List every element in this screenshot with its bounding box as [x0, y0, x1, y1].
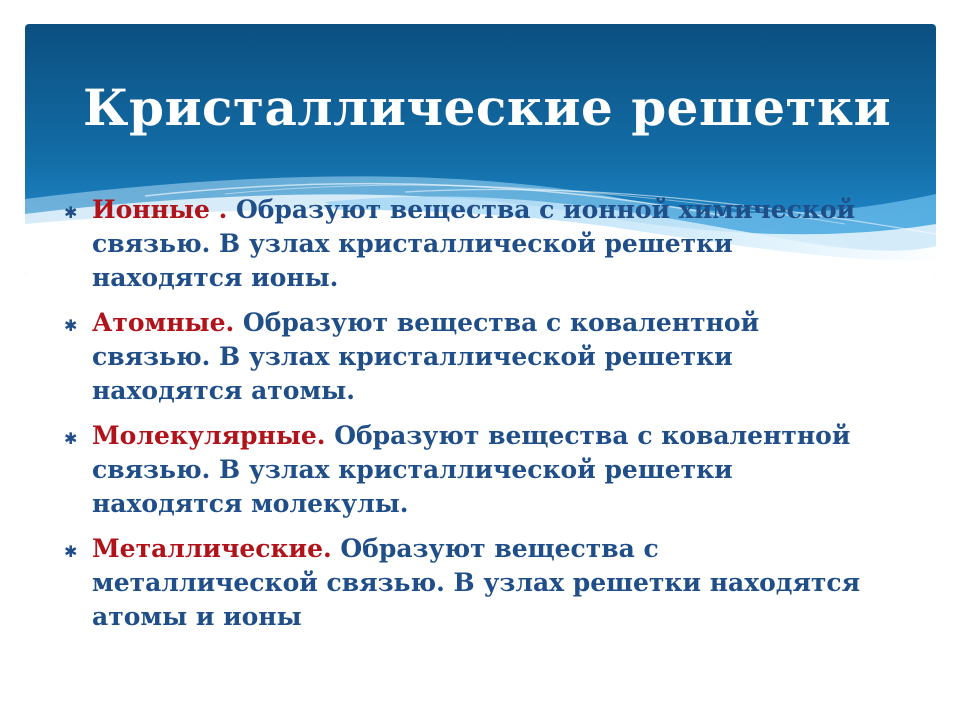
- bullet-text: Образуют вещества с ионной химической: [227, 195, 856, 224]
- bullet-term: Ионные .: [92, 195, 228, 224]
- bullet-item-molecular: [64, 419, 924, 521]
- bullet-text: Образуют вещества с ковалентной: [234, 308, 760, 337]
- bullet-term: Атомные.: [92, 308, 235, 337]
- asterisk-icon: ✱: [64, 203, 78, 222]
- slide-title: Кристаллические решетки: [83, 78, 892, 137]
- bullet-text: находятся ионы.: [92, 263, 339, 292]
- bullet-text: связью. В узлах кристаллической решетки: [92, 342, 733, 371]
- bullet-term: Молекулярные.: [92, 421, 326, 450]
- bullet-term: Металлические.: [92, 534, 332, 563]
- bullet-text: находятся молекулы.: [92, 489, 409, 518]
- bullet-text: находятся атомы.: [92, 376, 355, 405]
- bullet-text: Образуют вещества с ковалентной: [325, 421, 851, 450]
- bullet-item-atomic: [64, 306, 924, 408]
- bullet-text: Образуют вещества с: [331, 534, 659, 563]
- asterisk-icon: ✱: [64, 542, 78, 561]
- asterisk-icon: ✱: [64, 429, 78, 448]
- bullet-text: связью. В узлах кристаллической решетки: [92, 229, 733, 258]
- bullet-item-metallic: [64, 532, 924, 634]
- bullet-list: [64, 193, 924, 645]
- bullet-text: связью. В узлах кристаллической решетки: [92, 455, 733, 484]
- bullet-text: металлической связью. В узлах решетки находятся: [92, 568, 861, 597]
- bullet-item-ionic: [64, 193, 924, 295]
- asterisk-icon: ✱: [64, 316, 78, 335]
- bullet-text: атомы и ионы: [92, 602, 302, 631]
